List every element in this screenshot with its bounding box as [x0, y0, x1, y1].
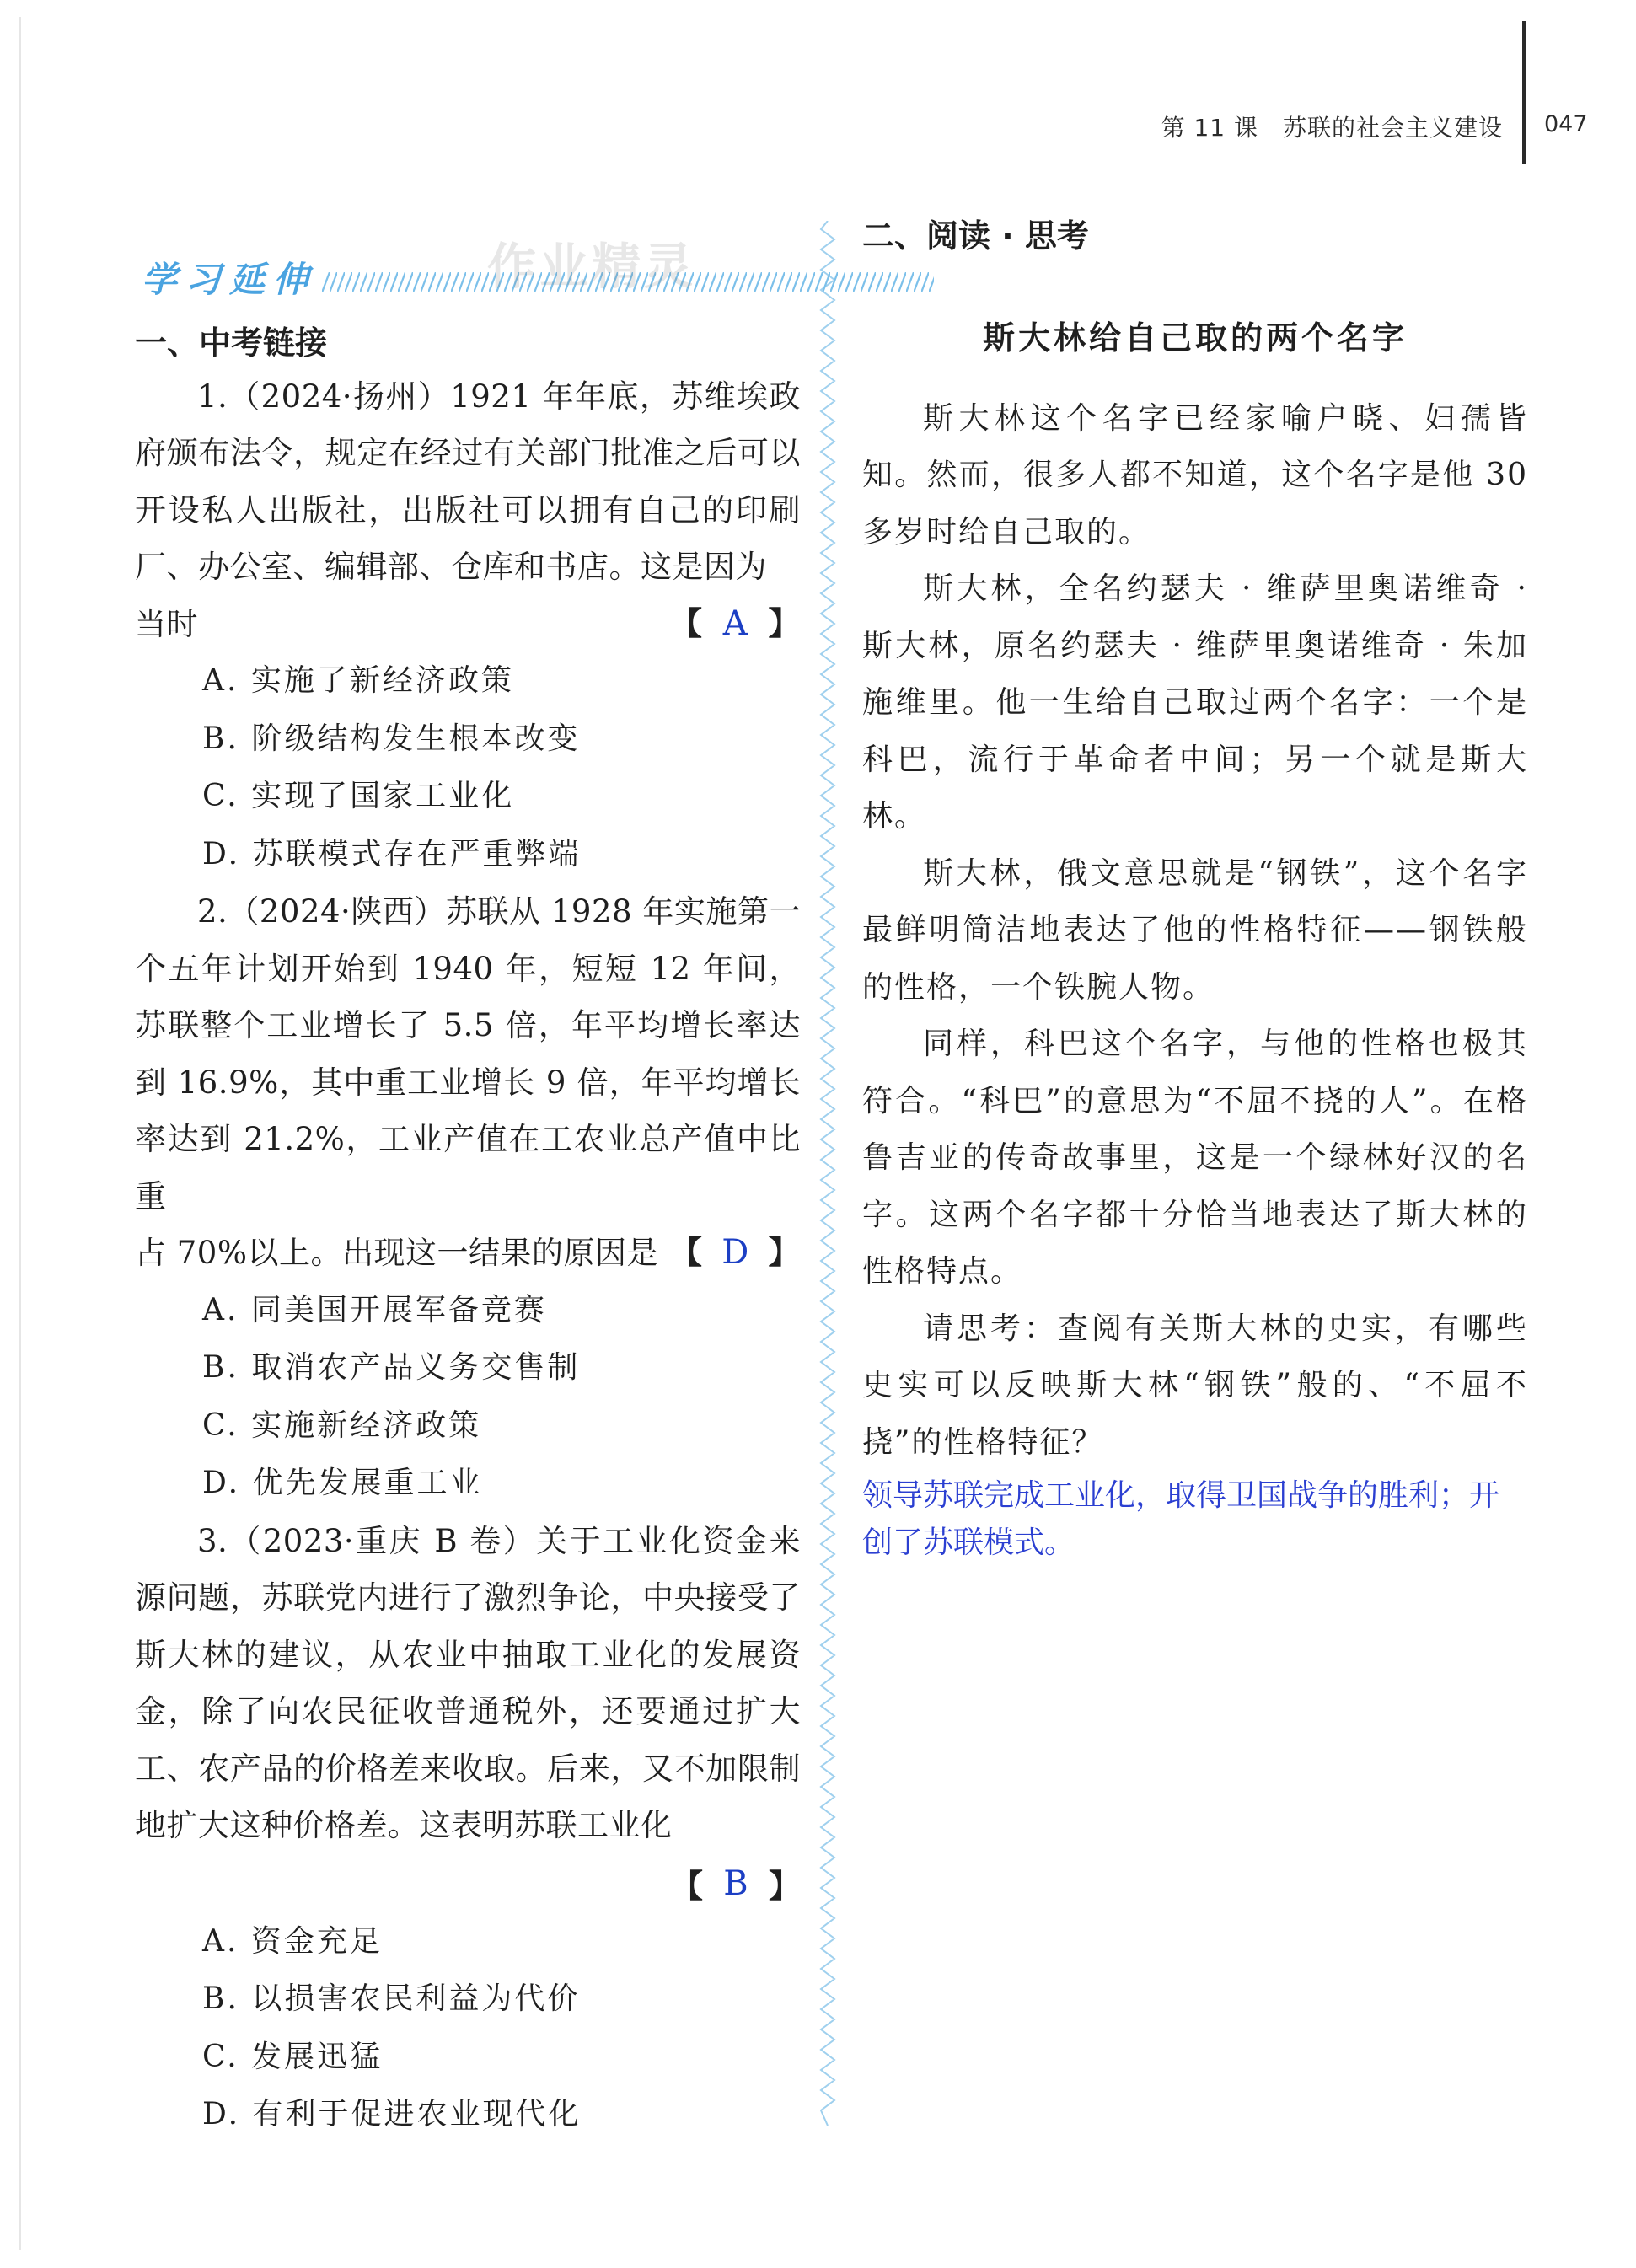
answer-box: 【 B 】 — [670, 1863, 801, 1906]
option-a: A. 实施了新经济政策 — [202, 663, 514, 699]
question-stem: 2.（2024·陕西）苏联从 1928 年实施第一个五年计划开始到 1940 年，短短 12 年间，苏联整个工业增长了 5.5 倍，年平均增长率达到 16.9%，其中重工业增长 9 倍，年平均增长率达到 21.2%，工业产值在工农业总产值中比重 — [135, 893, 801, 1214]
reading-paragraph: 斯大林，俄文意思就是“钢铁”，这个名字最鲜明简洁地表达了他的性格特征——钢铁般的性格，一个铁腕人物。 — [862, 855, 1528, 1005]
right-column — [862, 217, 1528, 1567]
reading-paragraph: 斯大林，全名约瑟夫 · 维萨里奥诺维奇 · 斯大林，原名约瑟夫 · 维萨里奥诺维奇 · 朱加施维里。他一生给自己取过两个名字：一个是科巴，流行于革命者中间；另一个就是斯大林。 — [862, 571, 1528, 834]
section-title-reading: 二、阅读 · 思考 — [862, 217, 1089, 255]
question-1 — [135, 368, 801, 884]
question-stem: 1.（2024·扬州）1921 年年底，苏维埃政府颁布法令，规定在经过有关部门批准之后可以开设私人出版社，出版社可以拥有自己的印刷厂、办公室、编辑部、仓库和书店。这是因为 — [135, 378, 801, 586]
answer-box: 【 D 】 — [670, 1225, 801, 1282]
option-a: A. 同美国开展军备竞赛 — [202, 1292, 547, 1327]
option-c: C. 实现了国家工业化 — [202, 779, 515, 814]
question-stem-tail: 当时 — [135, 605, 198, 642]
option-c: C. 发展迅猛 — [202, 2039, 384, 2074]
column-divider — [816, 221, 839, 2126]
watermark: 作业精灵 — [487, 238, 697, 295]
answer-value: B — [723, 1863, 748, 1903]
reading-title: 斯大林给自己取的两个名字 — [982, 319, 1408, 357]
option-d: D. 有利于促进农业现代化 — [202, 2097, 582, 2132]
option-d: D. 优先发展重工业 — [202, 1466, 483, 1501]
page-header — [0, 110, 1636, 160]
question-2 — [135, 883, 801, 1513]
question-stem-last-line — [135, 596, 801, 653]
section-title-exam-link: 一、中考链接 — [135, 324, 328, 362]
study-extension-banner — [135, 240, 801, 308]
page-number: 047 — [1544, 111, 1588, 137]
reading-paragraph: 同样，科巴这个名字，与他的性格也极其符合。“科巴”的意思为“不屈不挠的人”。在格鲁吉亚的传奇故事里，这是一个绿林好汉的名字。这两个名字都十分恰当地表达了斯大林的性格特点。 — [862, 1027, 1528, 1289]
reading-paragraph: 斯大林这个名字已经家喻户晓、妇孺皆知。然而，很多人都不知道，这个名字是他 30 多岁时给自己取的。 — [862, 400, 1528, 550]
lesson-title: 第 11 课 苏联的社会主义建设 — [1161, 114, 1503, 142]
banner-title: 学习延伸 — [142, 259, 318, 300]
left-column — [135, 240, 801, 2144]
option-d: D. 苏联模式存在严重弊端 — [202, 836, 582, 871]
question-stem: 3.（2023·重庆 B 卷）关于工业化资金来源问题，苏联党内进行了激烈争论，中央接受了斯大林的建议，从农业中抽取工业化的发展资金，除了向农民征收普通税外，还要通过扩大工、农产品的价格差来收取。后来，又不加限制地扩大这种价格差。这表明苏联工业化 — [135, 1522, 801, 1844]
answer-row — [135, 1854, 801, 1913]
option-b: B. 阶级结构发生根本改变 — [202, 721, 581, 756]
handwritten-answer: 领导苏联完成工业化，取得卫国战争的胜利；开创了苏联模式。 — [862, 1478, 1500, 1561]
answer-box: 【 A 】 — [670, 596, 801, 653]
option-c: C. 实施新经济政策 — [202, 1407, 482, 1443]
question-stem-tail: 占 70%以上。出现这一结果的原因是 — [135, 1235, 658, 1272]
answer-value: D — [721, 1233, 749, 1273]
option-b: B. 取消农产品义务交售制 — [202, 1350, 581, 1386]
option-a: A. 资金充足 — [202, 1923, 383, 1959]
think-question: 请思考：查阅有关斯大林的史实，有哪些史实可以反映斯大林“钢铁”般的、“不屈不挠”的性格特征？ — [862, 1311, 1528, 1460]
option-b: B. 以损害农民利益为代价 — [202, 1981, 581, 2017]
answer-value: A — [722, 603, 748, 643]
header-divider — [1522, 21, 1526, 164]
page-edge — [19, 17, 21, 2250]
question-3 — [135, 1513, 801, 2144]
question-stem-last-line — [135, 1225, 801, 1282]
